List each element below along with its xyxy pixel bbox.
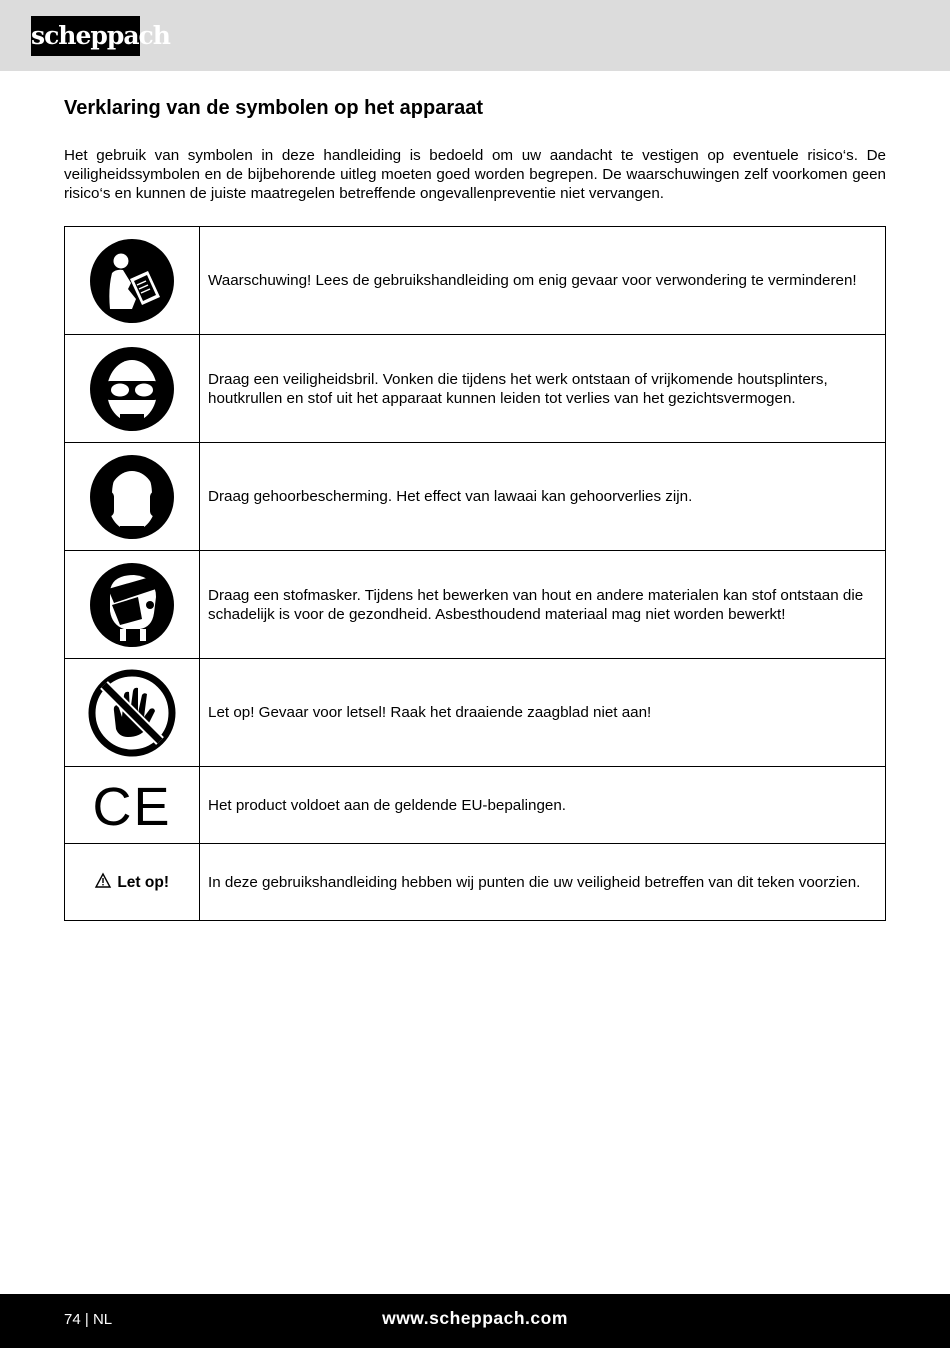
hearing-protection-icon [90, 455, 174, 539]
symbol-cell [65, 767, 200, 844]
ce-mark-text: CE [92, 777, 172, 837]
safety-goggles-icon [90, 347, 174, 431]
symbol-description: Draag gehoorbescherming. Het effect van lawaai kan gehoorverlies zijn. [200, 443, 886, 551]
header-bar [0, 0, 950, 71]
symbols-table [64, 226, 886, 921]
table-row [65, 335, 886, 443]
table-row [65, 227, 886, 335]
no-touch-hand-icon [86, 667, 178, 759]
symbol-description: In deze gebruikshandleiding hebben wij punten die uw veiligheid betreffen van dit teken voorzien. [200, 844, 886, 921]
symbol-description: Draag een stofmasker. Tijdens het bewerken van hout en andere materialen kan stof ontstaan die schadelijk is voor de gezondheid. Asbesthoudend materiaal mag niet worden bewerkt! [200, 551, 886, 659]
website-link[interactable]: www.scheppach.com [382, 1308, 568, 1328]
symbol-cell [65, 227, 200, 335]
intro-paragraph: Het gebruik van symbolen in deze handleiding is bedoeld om uw aandacht te vestigen op eventuele risico‘s. De veiligheidssymbolen en de bijbehorende uitleg moeten goed worden begrepen. De waarschuwingen zelf voorkomen geen risico‘s en kunnen de juiste maatregelen betreffende ongevallenpreventie niet vervangen. [64, 147, 886, 202]
table-row [65, 443, 886, 551]
table-row [65, 551, 886, 659]
symbol-cell [65, 844, 200, 921]
symbol-cell [65, 443, 200, 551]
language-code: NL [92, 1311, 113, 1328]
warning-triangle-icon [95, 873, 111, 888]
page-number: 74 [64, 1311, 81, 1328]
scheppach-logo: scheppach [31, 16, 140, 56]
symbol-description: Het product voldoet aan de geldende EU-bepalingen. [200, 767, 886, 844]
page-title: Verklaring van de symbolen op het apparaat [64, 97, 484, 119]
symbol-description: Draag een veiligheidsbril. Vonken die tijdens het werk ontstaan of vrijkomende houtsplinters, houtkrullen en stof uit het apparaat kunnen leiden tot verlies van het gezichtsvermogen. [200, 335, 886, 443]
read-manual-icon [90, 239, 174, 323]
dust-mask-icon [90, 563, 174, 647]
warning-label [95, 874, 169, 891]
table-row [65, 844, 886, 921]
symbol-cell [65, 551, 200, 659]
warning-label-text: Let op! [117, 873, 169, 891]
table-row [65, 659, 886, 767]
page-separator: | [84, 1311, 89, 1328]
symbol-description: Let op! Gevaar voor letsel! Raak het draaiende zaagblad niet aan! [200, 659, 886, 767]
ce-mark-icon [92, 777, 172, 837]
symbol-description: Waarschuwing! Lees de gebruikshandleiding om enig gevaar voor verwondering te verminderen! [200, 227, 886, 335]
table-row [65, 767, 886, 844]
footer-bar [0, 1294, 950, 1348]
symbol-cell [65, 335, 200, 443]
symbol-cell [65, 659, 200, 767]
